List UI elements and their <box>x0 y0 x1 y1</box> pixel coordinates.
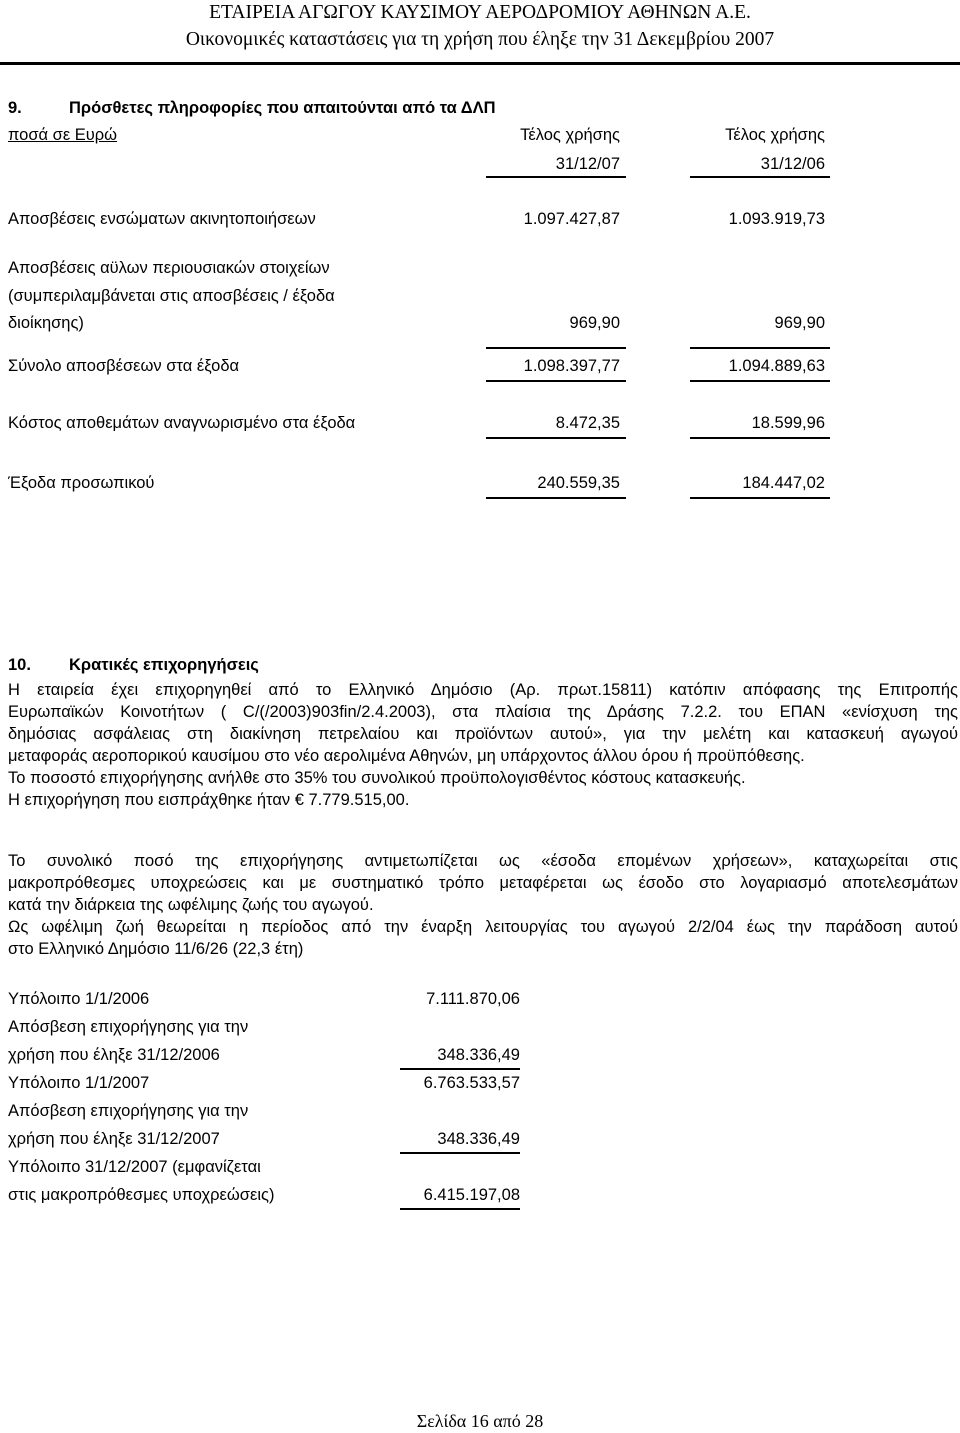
col2-header-date: 31/12/06 <box>760 155 825 173</box>
col2-header-label: Τέλος χρήσης <box>725 126 825 144</box>
grant-received-line: Η επιχορήγηση που εισπράχθηκε ήταν € 7.779.515,00. <box>8 791 410 809</box>
currency-label: ποσά σε Ευρώ <box>8 126 118 144</box>
paragraph-line: μεταφοράς αεροπορικού καυσίμου στο νέο αερολιμένα Αθηνών, μη υπάρχοντος άλλου όρου ή προϋπόθεσης. <box>8 747 805 765</box>
paragraph-line: κατά την διάρκεια της ωφέλιμης ζωής του αγωγού. <box>8 896 374 914</box>
paragraph-line: Ως ωφέλιμη ζωή θεωρείται η περίοδος από την έναρξη λειτουργίας του αγωγού 2/2/04 έως την παράδοση αυτού <box>8 918 958 936</box>
col1-header-rule <box>486 176 626 178</box>
row-depreciation-intangible-v1: 969,90 <box>569 314 620 332</box>
movement-row-label: Υπόλοιπο 1/1/2007 <box>8 1074 150 1092</box>
row-total-depreciation-v2: 1.094.889,63 <box>728 357 825 375</box>
grant-paragraph-1 <box>8 679 958 811</box>
subtotal-rule-2 <box>690 347 830 349</box>
document-header-subtitle: Οικονομικές καταστάσεις για τη χρήση που έληξε την 31 Δεκεμβρίου 2007 <box>185 29 775 50</box>
row-staff-costs-label: Έξοδα προσωπικού <box>8 474 155 492</box>
row-depreciation-intangible-label-line3: διοίκησης) <box>8 314 84 332</box>
subtotal-rule-1 <box>486 347 626 349</box>
movement-row-value: 348.336,49 <box>437 1046 520 1064</box>
movement-row-label: χρήση που έληξε 31/12/2007 <box>8 1130 220 1148</box>
row-inventory-cost-label: Κόστος αποθεμάτων αναγνωρισμένο στα έξοδα <box>8 414 356 432</box>
col1-header-date: 31/12/07 <box>555 155 620 173</box>
grant-percentage-line: Το ποσοστό επιχορήγησης ανήλθε στο 35% του συνολικού προϋπολογισθέντος κόστους κατασκευής. <box>8 769 746 787</box>
staff-rule-2 <box>690 497 830 499</box>
movement-row-label: Απόσβεση επιχορήγησης για την <box>8 1102 249 1120</box>
paragraph-line: Ευρωπαϊκών Κοινοτήτων ( C/(/2003)903fin/2.4.2003), στα πλαίσια της Δράσης 7.2.2. του ΕΠΑΝ «ενίσχυση της <box>8 703 958 721</box>
total-rule-2 <box>690 380 830 382</box>
paragraph-line: Η εταιρεία έχει επιχορηγηθεί από το Ελληνικό Δημόσιο (Αρ. πρωτ.15811) κατόπιν απόφασης της Επιτροπής <box>8 681 958 699</box>
movement-row-value: 7.111.870,06 <box>426 990 520 1008</box>
paragraph-line: στο Ελληνικό Δημόσιο 11/6/26 (22,3 έτη) <box>8 940 304 958</box>
row-staff-costs-v1: 240.559,35 <box>537 474 620 492</box>
row-depreciation-tangible-v2: 1.093.919,73 <box>728 210 825 228</box>
movement-row-value: 6.763.533,57 <box>423 1074 520 1092</box>
movement-row-label: Υπόλοιπο 1/1/2006 <box>8 990 150 1008</box>
total-rule-1 <box>486 380 626 382</box>
movement-rule <box>400 1068 520 1070</box>
movement-row-value: 6.415.197,08 <box>423 1186 520 1204</box>
row-depreciation-intangible-label-line1: Αποσβέσεις αϋλων περιουσιακών στοιχείων <box>8 259 330 277</box>
row-total-depreciation-v1: 1.098.397,77 <box>523 357 620 375</box>
movement-row-label: Υπόλοιπο 31/12/2007 (εμφανίζεται <box>8 1158 261 1176</box>
section10-title: Κρατικές επιχορηγήσεις <box>69 656 259 674</box>
paragraph-line: μακροπρόθεσμες υποχρεώσεις και με συστηματικό τρόπο μεταφέρεται ως έσοδο στο λογαριασμό αποτελεσμάτων <box>8 874 958 892</box>
row-depreciation-tangible-label: Αποσβέσεις ενσώματων ακινητοποιήσεων <box>8 210 316 228</box>
row-depreciation-intangible-label-line2: (συμπεριλαμβάνεται στις αποσβέσεις / έξοδα <box>8 287 335 305</box>
inventory-rule-2 <box>690 437 830 439</box>
inventory-rule-1 <box>486 437 626 439</box>
row-depreciation-tangible-v1: 1.097.427,87 <box>523 210 620 228</box>
section9-title: Πρόσθετες πληροφορίες που απαιτούνται από τα ΔΛΠ <box>69 99 496 117</box>
movement-row-value: 348.336,49 <box>437 1130 520 1148</box>
row-inventory-cost-v1: 8.472,35 <box>555 414 620 432</box>
useful-life-paragraph <box>8 916 958 960</box>
grant-paragraph-2 <box>8 850 958 916</box>
row-depreciation-intangible-v2: 969,90 <box>774 314 825 332</box>
movement-row-label: Απόσβεση επιχορήγησης για την <box>8 1018 249 1036</box>
section9-number: 9. <box>8 99 22 117</box>
movement-rule <box>400 1152 520 1154</box>
paragraph-line: δημόσιας ασφάλειας στη διακίνηση πετρελαίου και προϊόντων αυτού», για την μελέτη και κατασκευή αγωγού <box>8 725 958 743</box>
paragraph-line: Το συνολικό ποσό της επιχορήγησης αντιμετωπίζεται ως «έσοδα επομένων χρήσεων», καταχωρείται στις <box>8 852 958 870</box>
col2-header-rule <box>690 176 830 178</box>
row-inventory-cost-v2: 18.599,96 <box>751 414 825 432</box>
staff-rule-1 <box>486 497 626 499</box>
header-rule <box>0 62 960 65</box>
movement-row-label: χρήση που έληξε 31/12/2006 <box>8 1046 220 1064</box>
row-total-depreciation-label: Σύνολο αποσβέσεων στα έξοδα <box>8 357 240 375</box>
page-number: Σελίδα 16 από 28 <box>416 1411 544 1431</box>
section10-number: 10. <box>8 656 31 674</box>
row-staff-costs-v2: 184.447,02 <box>742 474 825 492</box>
movement-rule <box>400 1208 520 1210</box>
col1-header-label: Τέλος χρήσης <box>520 126 620 144</box>
movement-row-label: στις μακροπρόθεσμες υποχρεώσεις) <box>8 1186 275 1204</box>
document-header-company: ΕΤΑΙΡΕΙΑ ΑΓΩΓΟΥ ΚΑΥΣΙΜΟΥ ΑΕΡΟΔΡΟΜΙΟΥ ΑΘΗΝΩΝ Α.Ε. <box>209 2 751 23</box>
